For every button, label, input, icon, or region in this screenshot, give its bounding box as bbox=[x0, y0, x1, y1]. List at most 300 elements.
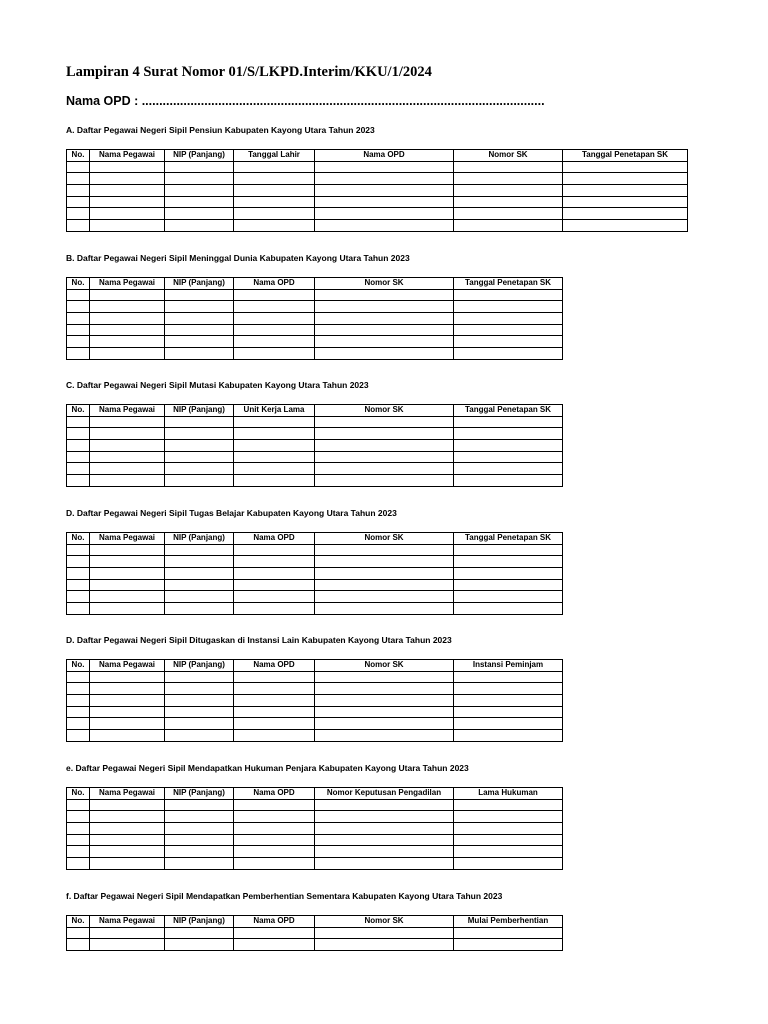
table-cell bbox=[454, 173, 563, 185]
data-table bbox=[66, 659, 563, 742]
column-header: Nomor SK bbox=[315, 405, 454, 417]
table-cell bbox=[165, 556, 234, 568]
table-cell bbox=[454, 208, 563, 220]
column-header: Nomor Keputusan Pengadilan bbox=[315, 788, 454, 800]
data-table bbox=[66, 404, 563, 487]
column-header: No. bbox=[67, 916, 90, 928]
table-cell bbox=[315, 161, 454, 173]
column-header: No. bbox=[67, 278, 90, 290]
table-cell bbox=[67, 568, 90, 580]
table-cell bbox=[90, 834, 165, 846]
table-cell bbox=[315, 324, 454, 336]
table-row bbox=[67, 718, 563, 730]
table-cell bbox=[454, 289, 563, 301]
table-cell bbox=[67, 428, 90, 440]
table-cell bbox=[315, 858, 454, 870]
table-cell bbox=[90, 858, 165, 870]
column-header: Nomor SK bbox=[315, 533, 454, 545]
table-cell bbox=[165, 730, 234, 742]
table-cell bbox=[90, 603, 165, 615]
table-cell bbox=[234, 556, 315, 568]
table-cell bbox=[454, 730, 563, 742]
table-row bbox=[67, 834, 563, 846]
table-cell bbox=[454, 858, 563, 870]
table-cell bbox=[234, 683, 315, 695]
section-heading: D. Daftar Pegawai Negeri Sipil Tugas Belajar Kabupaten Kayong Utara Tahun 2023 bbox=[66, 508, 397, 518]
table-cell bbox=[90, 927, 165, 939]
table-cell bbox=[90, 463, 165, 475]
table-cell bbox=[454, 591, 563, 603]
table-cell bbox=[67, 301, 90, 313]
section-1 bbox=[66, 124, 688, 232]
column-header: Nama Pegawai bbox=[90, 533, 165, 545]
section-6 bbox=[66, 762, 563, 870]
table-row bbox=[67, 811, 563, 823]
table-cell bbox=[315, 823, 454, 835]
table-cell bbox=[563, 196, 688, 208]
table-cell bbox=[67, 823, 90, 835]
table-cell bbox=[454, 196, 563, 208]
table-cell bbox=[234, 451, 315, 463]
table-cell bbox=[234, 440, 315, 452]
column-header: NIP (Panjang) bbox=[165, 788, 234, 800]
column-header: Tanggal Penetapan SK bbox=[454, 405, 563, 417]
table-cell bbox=[315, 208, 454, 220]
table-cell bbox=[165, 475, 234, 487]
table-cell bbox=[165, 706, 234, 718]
column-header: Tanggal Penetapan SK bbox=[454, 278, 563, 290]
table-cell bbox=[454, 927, 563, 939]
column-header: Tanggal Penetapan SK bbox=[563, 150, 688, 162]
table-cell bbox=[454, 556, 563, 568]
table-cell bbox=[234, 730, 315, 742]
table-cell bbox=[315, 939, 454, 951]
table-cell bbox=[454, 440, 563, 452]
column-header: Tanggal Penetapan SK bbox=[454, 533, 563, 545]
table-cell bbox=[315, 718, 454, 730]
table-cell bbox=[315, 568, 454, 580]
table-cell bbox=[315, 336, 454, 348]
table-cell bbox=[315, 301, 454, 313]
table-cell bbox=[454, 603, 563, 615]
table-cell bbox=[67, 730, 90, 742]
table-cell bbox=[315, 671, 454, 683]
table-cell bbox=[315, 556, 454, 568]
table-cell bbox=[67, 695, 90, 707]
table-cell bbox=[67, 336, 90, 348]
table-cell bbox=[454, 348, 563, 360]
table-cell bbox=[90, 440, 165, 452]
table-cell bbox=[454, 823, 563, 835]
table-row bbox=[67, 568, 563, 580]
table-cell bbox=[165, 927, 234, 939]
column-header: NIP (Panjang) bbox=[165, 916, 234, 928]
section-7 bbox=[66, 890, 563, 951]
table-cell bbox=[315, 313, 454, 325]
table-cell bbox=[90, 556, 165, 568]
table-cell bbox=[67, 603, 90, 615]
table-cell bbox=[234, 706, 315, 718]
table-cell bbox=[90, 451, 165, 463]
table-cell bbox=[315, 846, 454, 858]
table-cell bbox=[90, 846, 165, 858]
table-cell bbox=[315, 544, 454, 556]
table-row bbox=[67, 939, 563, 951]
table-cell bbox=[90, 301, 165, 313]
table-row bbox=[67, 463, 563, 475]
table-cell bbox=[454, 416, 563, 428]
table-cell bbox=[165, 568, 234, 580]
table-row bbox=[67, 336, 563, 348]
table-cell bbox=[234, 173, 315, 185]
column-header: Nama Pegawai bbox=[90, 405, 165, 417]
table-cell bbox=[234, 289, 315, 301]
opd-name-line: Nama OPD : .................................................................................................................... bbox=[66, 94, 545, 108]
column-header: No. bbox=[67, 660, 90, 672]
table-cell bbox=[165, 348, 234, 360]
table-cell bbox=[315, 603, 454, 615]
table-cell bbox=[454, 939, 563, 951]
column-header: No. bbox=[67, 788, 90, 800]
table-row bbox=[67, 695, 563, 707]
table-row bbox=[67, 603, 563, 615]
table-row bbox=[67, 823, 563, 835]
table-header-row bbox=[67, 150, 688, 162]
table-cell bbox=[234, 463, 315, 475]
table-row bbox=[67, 451, 563, 463]
table-cell bbox=[165, 313, 234, 325]
table-cell bbox=[67, 161, 90, 173]
table-cell bbox=[454, 301, 563, 313]
table-cell bbox=[90, 706, 165, 718]
table-cell bbox=[165, 196, 234, 208]
column-header: Nama OPD bbox=[234, 788, 315, 800]
table-cell bbox=[67, 313, 90, 325]
data-table bbox=[66, 787, 563, 870]
section-heading: D. Daftar Pegawai Negeri Sipil Ditugaskan di Instansi Lain Kabupaten Kayong Utara Tahun 2023 bbox=[66, 635, 452, 645]
table-cell bbox=[165, 591, 234, 603]
table-row bbox=[67, 671, 563, 683]
table-cell bbox=[234, 858, 315, 870]
table-cell bbox=[67, 858, 90, 870]
table-cell bbox=[234, 927, 315, 939]
table-cell bbox=[165, 324, 234, 336]
section-5 bbox=[66, 634, 563, 742]
table-header-row bbox=[67, 278, 563, 290]
section-4 bbox=[66, 507, 563, 615]
table-cell bbox=[234, 834, 315, 846]
table-cell bbox=[315, 185, 454, 197]
table-cell bbox=[454, 695, 563, 707]
table-cell bbox=[90, 324, 165, 336]
table-cell bbox=[315, 475, 454, 487]
table-cell bbox=[234, 161, 315, 173]
column-header: No. bbox=[67, 533, 90, 545]
table-row bbox=[67, 185, 688, 197]
table-cell bbox=[234, 603, 315, 615]
table-cell bbox=[90, 544, 165, 556]
table-cell bbox=[90, 568, 165, 580]
table-cell bbox=[234, 811, 315, 823]
data-table bbox=[66, 149, 688, 232]
table-cell bbox=[315, 591, 454, 603]
table-cell bbox=[67, 846, 90, 858]
table-header-row bbox=[67, 405, 563, 417]
table-cell bbox=[67, 173, 90, 185]
section-heading: e. Daftar Pegawai Negeri Sipil Mendapatkan Hukuman Penjara Kabupaten Kayong Utara Tahun 2023 bbox=[66, 763, 469, 773]
table-row bbox=[67, 544, 563, 556]
table-cell bbox=[234, 301, 315, 313]
table-cell bbox=[563, 208, 688, 220]
table-cell bbox=[234, 939, 315, 951]
table-cell bbox=[454, 834, 563, 846]
table-cell bbox=[315, 695, 454, 707]
table-cell bbox=[315, 451, 454, 463]
column-header: Mulai Pemberhentian bbox=[454, 916, 563, 928]
table-cell bbox=[234, 208, 315, 220]
table-cell bbox=[454, 428, 563, 440]
table-row bbox=[67, 324, 563, 336]
table-cell bbox=[165, 185, 234, 197]
column-header: Nomor SK bbox=[454, 150, 563, 162]
table-cell bbox=[90, 730, 165, 742]
column-header: Tanggal Lahir bbox=[234, 150, 315, 162]
table-cell bbox=[454, 336, 563, 348]
table-cell bbox=[315, 706, 454, 718]
column-header: No. bbox=[67, 405, 90, 417]
table-cell bbox=[90, 579, 165, 591]
column-header: Nomor SK bbox=[315, 660, 454, 672]
table-row bbox=[67, 348, 563, 360]
table-cell bbox=[315, 799, 454, 811]
table-cell bbox=[165, 336, 234, 348]
section-2 bbox=[66, 252, 563, 360]
table-cell bbox=[165, 301, 234, 313]
table-cell bbox=[454, 718, 563, 730]
table-cell bbox=[90, 939, 165, 951]
table-cell bbox=[165, 823, 234, 835]
table-cell bbox=[165, 208, 234, 220]
table-cell bbox=[454, 161, 563, 173]
table-cell bbox=[234, 568, 315, 580]
table-cell bbox=[315, 440, 454, 452]
column-header: NIP (Panjang) bbox=[165, 405, 234, 417]
column-header: Nomor SK bbox=[315, 278, 454, 290]
table-row bbox=[67, 579, 563, 591]
section-heading: A. Daftar Pegawai Negeri Sipil Pensiun Kabupaten Kayong Utara Tahun 2023 bbox=[66, 125, 375, 135]
column-header: Instansi Peminjam bbox=[454, 660, 563, 672]
table-cell bbox=[67, 556, 90, 568]
table-cell bbox=[454, 579, 563, 591]
column-header: No. bbox=[67, 150, 90, 162]
table-cell bbox=[90, 336, 165, 348]
table-cell bbox=[165, 811, 234, 823]
table-cell bbox=[454, 846, 563, 858]
table-cell bbox=[454, 799, 563, 811]
table-row bbox=[67, 846, 563, 858]
table-cell bbox=[90, 428, 165, 440]
table-cell bbox=[234, 416, 315, 428]
document-title: Lampiran 4 Surat Nomor 01/S/LKPD.Interim/KKU/1/2024 bbox=[66, 64, 432, 80]
column-header: NIP (Panjang) bbox=[165, 150, 234, 162]
data-table bbox=[66, 277, 563, 360]
table-cell bbox=[234, 428, 315, 440]
table-cell bbox=[234, 324, 315, 336]
column-header: Nama Pegawai bbox=[90, 150, 165, 162]
table-row bbox=[67, 289, 563, 301]
table-cell bbox=[234, 695, 315, 707]
column-header: Nama OPD bbox=[234, 533, 315, 545]
table-cell bbox=[165, 173, 234, 185]
table-cell bbox=[67, 683, 90, 695]
table-cell bbox=[165, 858, 234, 870]
table-header-row bbox=[67, 533, 563, 545]
table-row bbox=[67, 313, 563, 325]
table-cell bbox=[165, 416, 234, 428]
table-cell bbox=[454, 683, 563, 695]
table-cell bbox=[90, 289, 165, 301]
table-cell bbox=[165, 834, 234, 846]
table-cell bbox=[234, 196, 315, 208]
table-cell bbox=[90, 161, 165, 173]
table-cell bbox=[234, 348, 315, 360]
table-cell bbox=[67, 544, 90, 556]
table-cell bbox=[454, 313, 563, 325]
table-cell bbox=[90, 811, 165, 823]
table-row bbox=[67, 683, 563, 695]
table-row bbox=[67, 858, 563, 870]
table-cell bbox=[234, 718, 315, 730]
table-cell bbox=[67, 834, 90, 846]
table-cell bbox=[90, 823, 165, 835]
table-cell bbox=[90, 695, 165, 707]
table-cell bbox=[234, 336, 315, 348]
table-cell bbox=[90, 591, 165, 603]
table-cell bbox=[67, 440, 90, 452]
table-cell bbox=[165, 603, 234, 615]
table-cell bbox=[165, 451, 234, 463]
table-cell bbox=[234, 185, 315, 197]
table-cell bbox=[234, 671, 315, 683]
table-cell bbox=[90, 196, 165, 208]
table-cell bbox=[90, 208, 165, 220]
table-cell bbox=[90, 718, 165, 730]
table-row bbox=[67, 196, 688, 208]
table-cell bbox=[315, 428, 454, 440]
column-header: NIP (Panjang) bbox=[165, 278, 234, 290]
column-header: Nama Pegawai bbox=[90, 916, 165, 928]
table-cell bbox=[315, 220, 454, 232]
table-cell bbox=[315, 416, 454, 428]
table-cell bbox=[315, 730, 454, 742]
table-cell bbox=[563, 161, 688, 173]
table-cell bbox=[315, 173, 454, 185]
table-cell bbox=[234, 799, 315, 811]
column-header: Nama OPD bbox=[234, 278, 315, 290]
table-cell bbox=[454, 706, 563, 718]
table-cell bbox=[90, 683, 165, 695]
table-row bbox=[67, 927, 563, 939]
section-heading: C. Daftar Pegawai Negeri Sipil Mutasi Kabupaten Kayong Utara Tahun 2023 bbox=[66, 380, 369, 390]
table-cell bbox=[90, 173, 165, 185]
table-cell bbox=[67, 706, 90, 718]
table-cell bbox=[234, 475, 315, 487]
table-cell bbox=[67, 185, 90, 197]
table-row bbox=[67, 208, 688, 220]
table-cell bbox=[165, 939, 234, 951]
column-header: Nama OPD bbox=[234, 660, 315, 672]
table-cell bbox=[234, 544, 315, 556]
column-header: Nama Pegawai bbox=[90, 788, 165, 800]
table-cell bbox=[315, 463, 454, 475]
table-cell bbox=[315, 683, 454, 695]
table-row bbox=[67, 556, 563, 568]
table-cell bbox=[90, 799, 165, 811]
table-cell bbox=[315, 289, 454, 301]
section-heading: B. Daftar Pegawai Negeri Sipil Meninggal Dunia Kabupaten Kayong Utara Tahun 2023 bbox=[66, 253, 410, 263]
table-cell bbox=[454, 451, 563, 463]
table-cell bbox=[67, 451, 90, 463]
table-cell bbox=[90, 220, 165, 232]
table-cell bbox=[67, 348, 90, 360]
table-cell bbox=[454, 568, 563, 580]
table-header-row bbox=[67, 916, 563, 928]
table-cell bbox=[454, 324, 563, 336]
table-cell bbox=[67, 196, 90, 208]
table-cell bbox=[90, 185, 165, 197]
table-cell bbox=[454, 475, 563, 487]
table-cell bbox=[67, 671, 90, 683]
table-cell bbox=[67, 579, 90, 591]
column-header: Nama Pegawai bbox=[90, 660, 165, 672]
table-row bbox=[67, 591, 563, 603]
table-cell bbox=[234, 579, 315, 591]
column-header: Lama Hukuman bbox=[454, 788, 563, 800]
table-cell bbox=[165, 718, 234, 730]
table-cell bbox=[315, 579, 454, 591]
table-cell bbox=[165, 683, 234, 695]
column-header: NIP (Panjang) bbox=[165, 660, 234, 672]
table-cell bbox=[165, 161, 234, 173]
table-cell bbox=[67, 927, 90, 939]
table-cell bbox=[454, 811, 563, 823]
table-cell bbox=[454, 544, 563, 556]
table-row bbox=[67, 428, 563, 440]
column-header: Nama OPD bbox=[315, 150, 454, 162]
column-header: NIP (Panjang) bbox=[165, 533, 234, 545]
table-row bbox=[67, 706, 563, 718]
data-table bbox=[66, 915, 563, 951]
table-cell bbox=[67, 718, 90, 730]
table-cell bbox=[165, 671, 234, 683]
section-heading: f. Daftar Pegawai Negeri Sipil Mendapatkan Pemberhentian Sementara Kabupaten Kayong Utara Tahun 2023 bbox=[66, 891, 503, 901]
table-cell bbox=[234, 823, 315, 835]
table-cell bbox=[563, 185, 688, 197]
table-cell bbox=[165, 463, 234, 475]
table-cell bbox=[165, 428, 234, 440]
table-cell bbox=[67, 591, 90, 603]
table-cell bbox=[454, 220, 563, 232]
table-cell bbox=[67, 939, 90, 951]
table-cell bbox=[67, 220, 90, 232]
table-row bbox=[67, 161, 688, 173]
column-header: Unit Kerja Lama bbox=[234, 405, 315, 417]
table-cell bbox=[165, 846, 234, 858]
table-cell bbox=[67, 289, 90, 301]
table-cell bbox=[234, 220, 315, 232]
table-row bbox=[67, 173, 688, 185]
table-row bbox=[67, 730, 563, 742]
